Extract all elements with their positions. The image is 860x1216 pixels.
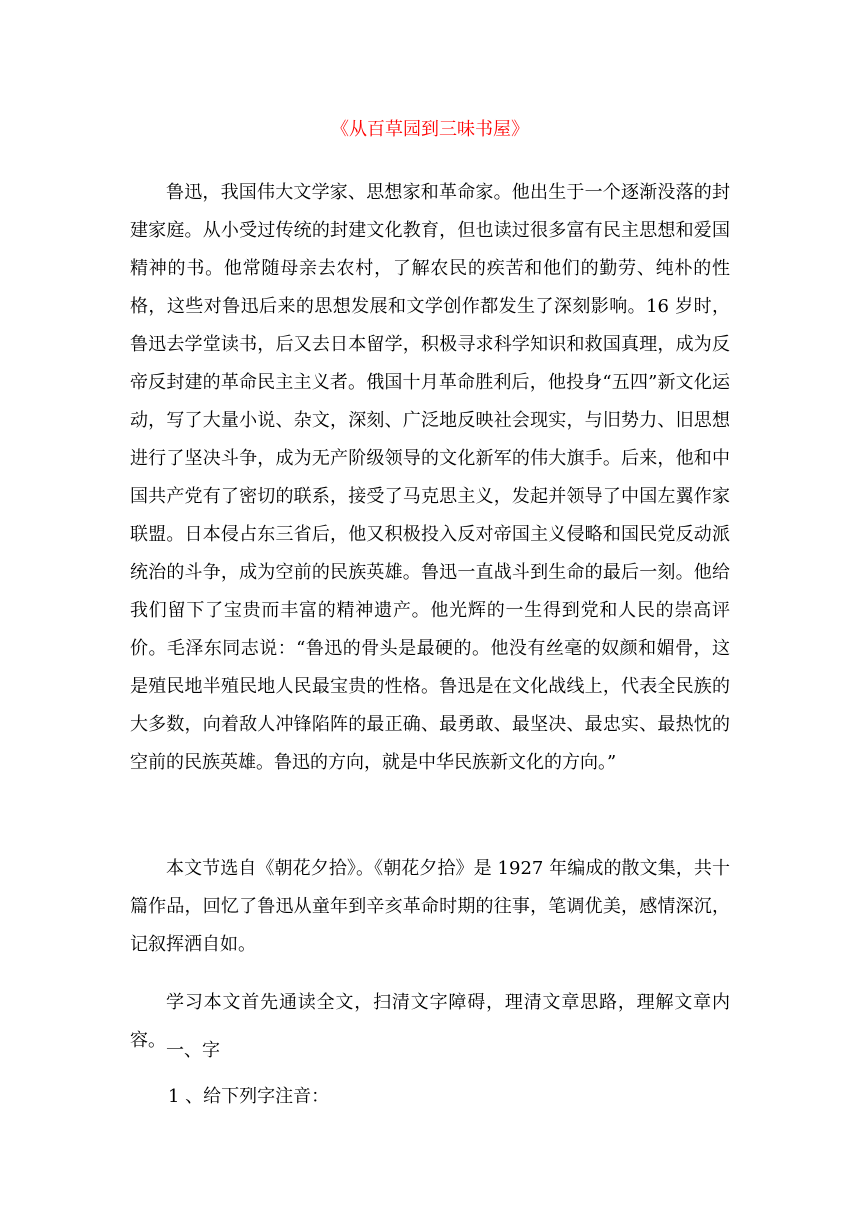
- section-heading-characters: 一、字: [166, 1040, 220, 1061]
- exercise-heading-pinyin: 1 、给下列字注音：: [168, 1086, 330, 1107]
- paragraph-lu-xun-biography: 鲁迅，我国伟大文学家、思想家和革命家。他出生于一个逐渐没落的封建家庭。从小受过传统的封建文化教育，但也读过很多富有民主思想和爱国精神的书。他常随母亲去农村，了解农民的疾苦和他们的勤劳、纯朴的性格，这些对鲁迅后来的思想发展和文学创作都发生了深刻影响。16 岁时，鲁迅去学堂读书，后又去日本留学，积极寻求科学知识和救国真理，成为反帝反封建的革命民主主义者。俄国十月革命胜利后，他投身“五四”新文化运动，写了大量小说、杂文，深刻、广泛地反映社会现实，与旧势力、旧思想进行了坚决斗争，成为无产阶级领导的文化新军的伟大旗手。后来，他和中国共产党有了密切的联系，接受了马克思主义，发起并领导了中国左翼作家联盟。日本侵占东三省后，他又积极投入反对帝国主义侵略和国民党反动派统治的斗争，成为空前的民族英雄。鲁迅一直战斗到生命的最后一刻。他给我们留下了宝贵而丰富的精神遗产。他光辉的一生得到党和人民的崇高评价。毛泽东同志说：“鲁迅的骨头是最硬的。他没有丝毫的奴颜和媚骨，这是殖民地半殖民地人民最宝贵的性格。鲁迅是在文化战线上，代表全民族的大多数，向着敌人冲锋陷阵的最正确、最勇敢、最坚决、最忠实、最热忱的空前的民族英雄。鲁迅的方向，就是中华民族新文化的方向。”: [130, 182, 730, 773]
- paragraph-source-introduction: 本文节选自《朝花夕拾》。《朝花夕拾》是 1927 年编成的散文集，共十篇作品，回忆了鲁迅从童年到辛亥革命时期的往事，笔调优美，感情深沉，记叙挥洒自如。: [130, 858, 730, 955]
- paragraph-study-instruction: 学习本文首先通读全文，扫清文字障碍，理清文章思路，理解文章内容。: [130, 992, 730, 1051]
- document-title: 《从百草园到三味书屋》: [331, 119, 529, 140]
